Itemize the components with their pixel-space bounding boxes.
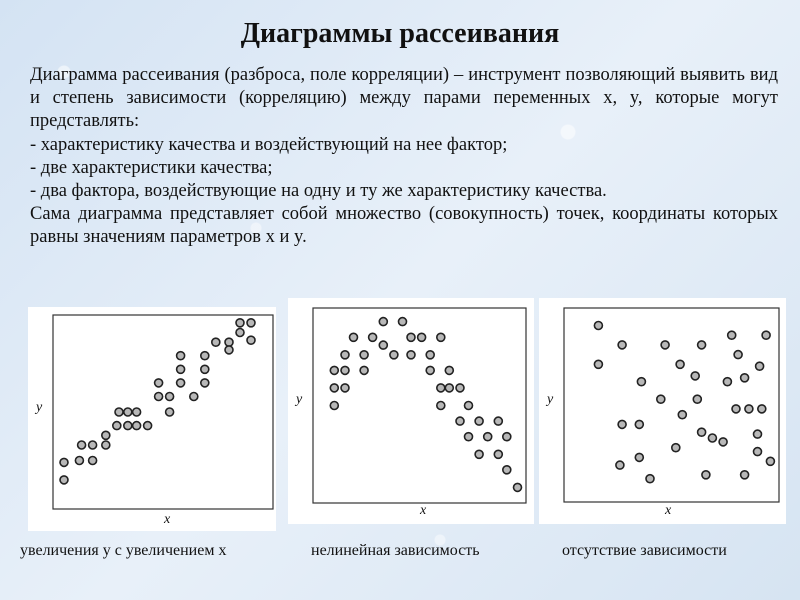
caption-none: отсутствие зависимости — [562, 542, 727, 559]
scatter-point — [475, 417, 483, 425]
caption-positive: увеличения y с увеличением x — [20, 542, 227, 559]
scatter-point — [190, 393, 198, 401]
scatter-point — [330, 384, 338, 392]
scatter-point — [341, 366, 349, 374]
scatter-point — [475, 450, 483, 458]
scatter-point — [426, 351, 434, 359]
y-axis-label: y — [36, 400, 43, 415]
scatter-point — [177, 352, 185, 360]
scatter-point — [212, 338, 220, 346]
scatter-panel-nonlinear — [288, 298, 534, 524]
caption-nonlinear: нелинейная зависимость — [311, 542, 480, 559]
scatter-point — [341, 384, 349, 392]
scatter-point — [379, 341, 387, 349]
scatter-point — [503, 433, 511, 441]
scatter-point — [728, 331, 736, 339]
scatter-point — [635, 420, 643, 428]
scatter-point — [166, 408, 174, 416]
scatter-point — [719, 438, 727, 446]
scatter-point — [465, 433, 473, 441]
scatter-chart-none — [539, 298, 786, 524]
scatter-point — [201, 379, 209, 387]
scatter-point — [698, 341, 706, 349]
scatter-point — [379, 318, 387, 326]
scatter-point — [236, 329, 244, 337]
scatter-point — [437, 384, 445, 392]
scatter-point — [225, 338, 233, 346]
scatter-point — [708, 434, 716, 442]
scatter-point — [155, 379, 163, 387]
scatter-point — [494, 450, 502, 458]
scatter-point — [201, 352, 209, 360]
x-axis-label: x — [164, 512, 171, 527]
paragraph-intro: Диаграмма рассеивания (разброса, поле корреляции) – инструмент позволяющий выявить вид и степень зависимости (корреляцию) между парами переменных x, y, которые могут представлять: — [30, 65, 778, 132]
scatter-point — [113, 422, 121, 430]
scatter-point — [115, 408, 123, 416]
scatter-point — [177, 379, 185, 387]
scatter-point — [635, 453, 643, 461]
scatter-point — [618, 420, 626, 428]
scatter-point — [390, 351, 398, 359]
scatter-point — [734, 351, 742, 359]
paragraph-summary: Сама диаграмма представляет собой множество (совокупность) точек, координаты которых равны значениям параметров x и y. — [30, 204, 778, 248]
scatter-point — [166, 393, 174, 401]
scatter-point — [754, 448, 762, 456]
scatter-point — [124, 408, 132, 416]
scatter-point — [437, 333, 445, 341]
scatter-point — [693, 395, 701, 403]
x-axis-label: x — [420, 503, 427, 518]
page-title: Диаграммы рассеивания — [240, 18, 560, 49]
y-axis-label: y — [296, 392, 303, 407]
scatter-point — [676, 360, 684, 368]
scatter-point — [437, 402, 445, 410]
scatter-point — [514, 483, 522, 491]
scatter-point — [89, 457, 97, 465]
scatter-point — [723, 378, 731, 386]
scatter-point — [756, 362, 764, 370]
scatter-point — [407, 351, 415, 359]
scatter-point — [426, 366, 434, 374]
paragraph-item-3: - два фактора, воздействующие на одну и ту же характеристику качества. — [30, 181, 607, 202]
scatter-point — [78, 441, 86, 449]
scatter-point — [745, 405, 753, 413]
scatter-point — [407, 333, 415, 341]
plot-frame — [53, 315, 273, 509]
scatter-point — [89, 441, 97, 449]
scatter-point — [330, 366, 338, 374]
scatter-point — [247, 336, 255, 344]
scatter-point — [616, 461, 624, 469]
scatter-point — [741, 374, 749, 382]
scatter-point — [133, 422, 141, 430]
scatter-point — [702, 471, 710, 479]
scatter-point — [456, 417, 464, 425]
scatter-point — [691, 372, 699, 380]
scatter-point — [155, 393, 163, 401]
scatter-point — [678, 411, 686, 419]
scatter-point — [177, 365, 185, 373]
scatter-point — [360, 366, 368, 374]
scatter-point — [732, 405, 740, 413]
scatter-point — [225, 346, 233, 354]
scatter-point — [618, 341, 626, 349]
scatter-point — [60, 458, 68, 466]
scatter-point — [360, 351, 368, 359]
scatter-point — [456, 384, 464, 392]
scatter-chart-nonlinear — [288, 298, 534, 524]
scatter-point — [503, 466, 511, 474]
scatter-point — [594, 322, 602, 330]
scatter-point — [465, 402, 473, 410]
paragraph-item-1: - характеристику качества и воздействующий на нее фактор; — [30, 134, 508, 155]
scatter-point — [754, 430, 762, 438]
scatter-point — [341, 351, 349, 359]
scatter-point — [445, 384, 453, 392]
scatter-point — [494, 417, 502, 425]
scatter-point — [484, 433, 492, 441]
scatter-point — [102, 441, 110, 449]
scatter-point — [330, 402, 338, 410]
scatter-point — [445, 366, 453, 374]
scatter-point — [247, 319, 255, 327]
scatter-point — [758, 405, 766, 413]
y-axis-label: y — [547, 392, 554, 407]
scatter-point — [762, 331, 770, 339]
scatter-point — [661, 341, 669, 349]
scatter-point — [369, 333, 377, 341]
scatter-point — [766, 457, 774, 465]
scatter-point — [657, 395, 665, 403]
scatter-point — [698, 428, 706, 436]
scatter-point — [201, 365, 209, 373]
scatter-point — [144, 422, 152, 430]
scatter-point — [672, 444, 680, 452]
scatter-point — [646, 475, 654, 483]
scatter-point — [236, 319, 244, 327]
scatter-point — [418, 333, 426, 341]
scatter-point — [133, 408, 141, 416]
x-axis-label: x — [665, 503, 672, 518]
scatter-point — [75, 457, 83, 465]
scatter-point — [594, 360, 602, 368]
scatter-panel-none — [539, 298, 786, 524]
scatter-point — [60, 476, 68, 484]
scatter-point — [399, 318, 407, 326]
scatter-chart-positive — [28, 307, 276, 531]
scatter-point — [350, 333, 358, 341]
scatter-point — [124, 422, 132, 430]
scatter-panel-positive — [28, 307, 276, 531]
paragraph-item-2: - две характеристики качества; — [30, 157, 273, 178]
scatter-point — [637, 378, 645, 386]
description-text — [30, 64, 778, 250]
scatter-point — [741, 471, 749, 479]
scatter-point — [102, 431, 110, 439]
